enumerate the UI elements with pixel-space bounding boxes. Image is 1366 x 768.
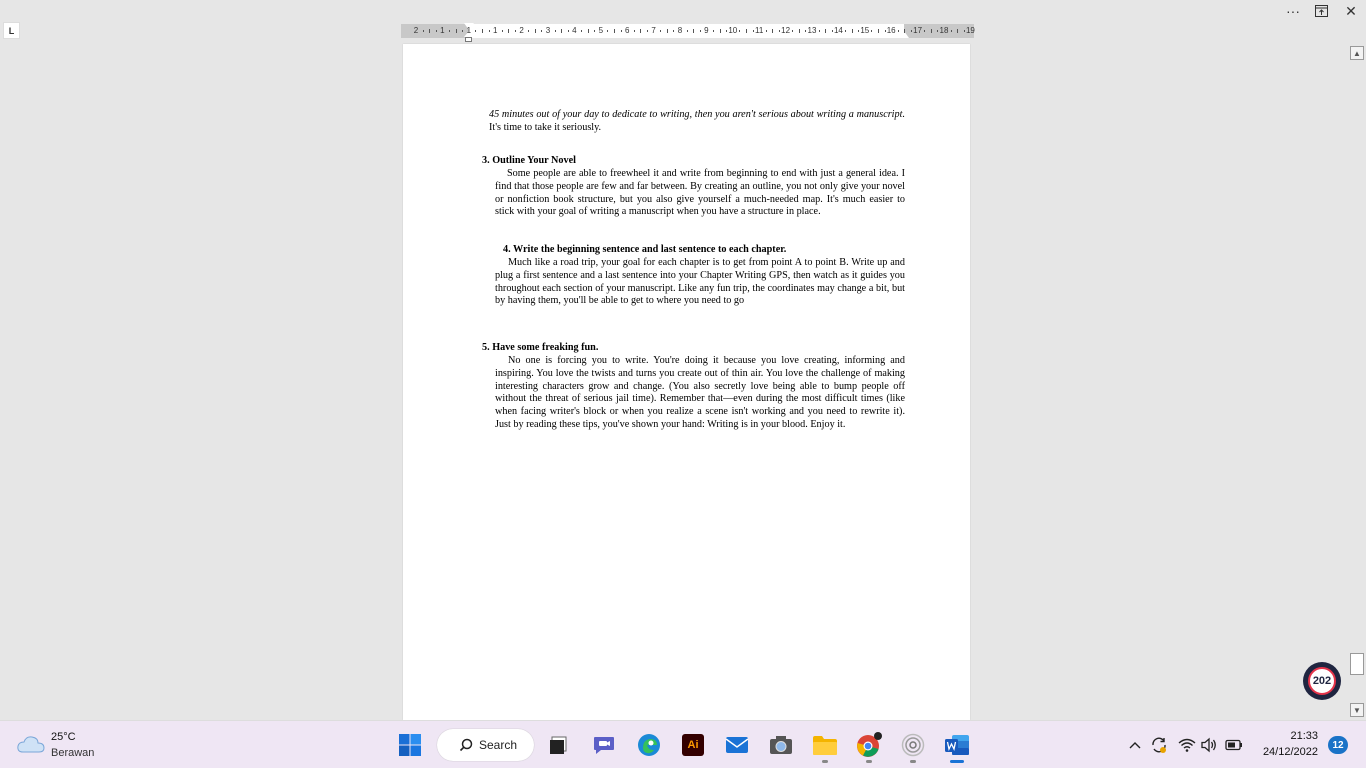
ruler-tick — [634, 30, 635, 32]
ruler-tick — [640, 29, 641, 33]
ruler-tick — [792, 30, 793, 32]
scroll-down-button[interactable] — [1350, 703, 1364, 717]
ruler-tick — [753, 30, 754, 32]
ruler-tick — [693, 29, 694, 33]
ruler-label: 11 — [755, 26, 764, 35]
badge-count: 202 — [1308, 667, 1336, 695]
ruler-tick — [528, 30, 529, 32]
chrome-button[interactable] — [855, 731, 883, 759]
volume-button[interactable] — [1200, 736, 1218, 754]
ruler-tick — [898, 30, 899, 32]
ruler-tick — [766, 30, 767, 32]
ruler-tick — [964, 30, 965, 32]
ruler-tick — [720, 29, 721, 33]
ruler-tick — [456, 29, 457, 33]
clock-date[interactable]: 24/12/2022 — [1262, 746, 1318, 758]
ruler-tick — [779, 30, 780, 32]
weather-description[interactable]: Berawan — [51, 747, 95, 759]
show-hidden-icons-button[interactable] — [1126, 736, 1144, 754]
section5-body[interactable]: No one is forcing you to write. You're doing it because you love creating, informing and inspiring. You love the twists and turns you create out of thin air. You love the challenge of making interesting characters grow and change. (You also secretly love being able to bump people off without the threat of serious jail time). Remember that—even during the most difficult times (like when facing writer's block or when you realize a scene isn't working and you need to rewrite it). Just by reading these tips, you've shown your hand: Writing is in your blood. Enjoy it. — [495, 355, 905, 430]
section3-heading[interactable]: 3. Outline Your Novel — [482, 155, 576, 166]
chevron-up-icon — [1129, 741, 1141, 749]
ruler-tick — [462, 30, 463, 32]
ruler-tick — [489, 30, 490, 32]
ruler-tick — [911, 30, 912, 32]
ruler-tick — [502, 30, 503, 32]
ruler-label: 7 — [651, 26, 656, 35]
ribbon-display-icon — [1315, 5, 1328, 17]
ruler-tick — [607, 30, 608, 32]
ruler-tick — [436, 30, 437, 32]
ruler-tick — [429, 29, 430, 33]
section4-heading[interactable]: 4. Write the beginning sentence and last sentence to each chapter. — [503, 244, 787, 255]
illustrator-button[interactable] — [679, 731, 707, 759]
ruler-tick — [825, 29, 826, 33]
battery-icon — [1225, 739, 1243, 751]
word-active-indicator — [950, 760, 964, 763]
ruler-tick — [871, 30, 872, 32]
floating-counter-badge[interactable] — [1303, 662, 1341, 700]
ruler-tick — [667, 29, 668, 33]
teams-chat-button[interactable] — [590, 731, 618, 759]
edge-icon — [637, 733, 661, 757]
ruler-tick — [660, 30, 661, 32]
ruler-tick — [700, 30, 701, 32]
more-icon: ··· — [1286, 3, 1300, 19]
ruler-label: 16 — [886, 26, 896, 35]
weather-widget[interactable] — [16, 733, 46, 760]
ruler-tick — [621, 30, 622, 32]
scrollbar-thumb[interactable] — [1350, 653, 1364, 675]
ruler-tick — [541, 30, 542, 32]
ruler-label: 14 — [833, 26, 843, 35]
ruler-tick — [515, 30, 516, 32]
ruler-label: 1 — [492, 26, 498, 35]
ruler-label: 4 — [572, 26, 577, 35]
network-app-running-indicator — [910, 760, 916, 763]
ruler-tick — [568, 30, 569, 32]
edge-browser-button[interactable] — [635, 731, 663, 759]
ruler-tick — [475, 30, 476, 32]
ruler-tick — [555, 30, 556, 32]
clock-time[interactable]: 21:33 — [1290, 730, 1318, 742]
ruler-tick — [904, 29, 905, 33]
ruler-label: 8 — [677, 26, 683, 35]
search-box[interactable] — [437, 729, 534, 761]
chrome-icon — [856, 732, 882, 758]
ruler-tick — [508, 29, 509, 33]
ruler-label: 2 — [413, 26, 419, 35]
ruler-tick — [805, 30, 806, 32]
task-view-button[interactable] — [545, 731, 573, 759]
ruler-tick — [832, 30, 833, 32]
ruler-label: 13 — [807, 26, 817, 35]
ruler-label: 1 — [440, 26, 445, 35]
search-icon — [459, 738, 473, 752]
ruler-label: 17 — [913, 26, 923, 35]
ruler-tick — [746, 29, 747, 33]
ribbon-display-button[interactable] — [1307, 0, 1335, 22]
chat-icon — [592, 734, 616, 756]
taskbar — [0, 720, 1366, 768]
camera-button[interactable] — [767, 731, 795, 759]
battery-button[interactable] — [1225, 736, 1243, 754]
file-explorer-button[interactable] — [811, 731, 839, 759]
ruler-tick — [858, 30, 859, 32]
wifi-button[interactable] — [1178, 736, 1196, 754]
ruler-label: 6 — [624, 26, 630, 35]
ruler-label: 18 — [939, 26, 949, 35]
ruler-tick — [878, 29, 879, 33]
ruler-tick — [931, 29, 932, 33]
ruler-tick — [885, 30, 886, 32]
weather-temperature[interactable]: 25°C — [51, 731, 76, 743]
horizontal-ruler[interactable] — [401, 24, 974, 38]
tab-selector-button[interactable]: L — [3, 22, 20, 39]
ruler-tick — [535, 29, 536, 33]
ruler-label: 10 — [728, 26, 738, 35]
chrome-running-indicator — [866, 760, 872, 763]
intro-normal-text: It's time to take it seriously. — [489, 121, 602, 133]
close-icon: ✕ — [1345, 2, 1357, 19]
ruler-tick — [423, 30, 424, 32]
section5-heading[interactable]: 5. Have some freaking fun. — [482, 342, 599, 353]
word-button[interactable] — [943, 731, 971, 759]
folder-icon — [812, 734, 838, 756]
ruler-tick — [713, 30, 714, 32]
document-page[interactable] — [403, 44, 970, 720]
ruler-tick — [588, 29, 589, 33]
ruler-tick — [561, 29, 562, 33]
scroll-up-button[interactable] — [1350, 46, 1364, 60]
ruler-tick — [739, 30, 740, 32]
ruler-label: 1 — [466, 26, 472, 35]
ruler-tick — [957, 29, 958, 33]
sync-status-button[interactable] — [1150, 736, 1168, 754]
ruler-label: 9 — [704, 26, 709, 35]
sync-icon — [1150, 736, 1168, 754]
ruler-label: 12 — [781, 26, 791, 35]
close-button[interactable] — [1337, 0, 1365, 22]
ruler-label: 15 — [860, 26, 870, 35]
speaker-icon — [1200, 737, 1218, 753]
ruler-tick — [799, 29, 800, 33]
ruler-tick — [819, 30, 820, 32]
mail-icon — [725, 735, 749, 755]
cloud-icon — [16, 733, 46, 755]
ruler-tick — [951, 30, 952, 32]
ruler-tick — [687, 30, 688, 32]
ruler-tick — [772, 29, 773, 33]
more-options-button[interactable] — [1279, 0, 1307, 22]
start-button[interactable] — [396, 731, 424, 759]
network-app-button[interactable] — [899, 731, 927, 759]
ruler-tick — [614, 29, 615, 33]
mail-button[interactable] — [723, 731, 751, 759]
explorer-running-indicator — [822, 760, 828, 763]
notification-count-badge[interactable]: 12 — [1328, 736, 1348, 754]
signal-icon — [901, 733, 925, 757]
ruler-tick — [924, 30, 925, 32]
ruler-tick — [673, 30, 674, 32]
word-icon — [944, 733, 970, 757]
ruler-tick — [726, 30, 727, 32]
ruler-tick — [647, 30, 648, 32]
intro-paragraph[interactable] — [489, 109, 905, 135]
arrow-down-icon: ▼ — [1353, 705, 1361, 715]
ruler-tick — [449, 30, 450, 32]
ruler-label: 19 — [965, 26, 975, 35]
section3-body[interactable]: Some people are able to freewheel it and write from beginning to end with just a general idea. I find that those people are few and far between. By creating an outline, you not only give your novel or nonfiction book structure, but you also give yourself a much-needed map. It's much easier to stick with your goal of writing a manuscript when you have a structure in place. — [495, 168, 905, 218]
ruler-tick — [937, 30, 938, 32]
illustrator-icon: Ai — [682, 734, 704, 756]
ruler-label: 2 — [519, 26, 524, 35]
arrow-up-icon: ▲ — [1353, 48, 1361, 58]
ruler-tick — [482, 29, 483, 33]
intro-italic-text: 45 minutes out of your day to dedicate to writing, then you aren't serious about writing a manuscript. — [489, 109, 905, 120]
ruler-tick — [852, 29, 853, 33]
task-view-icon — [548, 734, 570, 756]
search-label: Search — [479, 738, 518, 752]
ruler-tick — [594, 30, 595, 32]
camera-icon — [769, 735, 793, 755]
windows-icon — [398, 733, 422, 757]
ruler-label: 5 — [598, 26, 604, 35]
wifi-icon — [1178, 737, 1196, 753]
ruler-label: 3 — [545, 26, 551, 35]
ruler-tick — [581, 30, 582, 32]
ruler-tick — [845, 30, 846, 32]
section4-body[interactable]: Much like a road trip, your goal for each chapter is to get from point A to point B. Write up and plug a first sentence and a last sentence into your Chapter Writing GPS, then watch as it guides you throughout each section of your manuscript. Like any fun trip, the coordinates may change a bit, but by having them, you'll be able to get to where you need to go — [495, 257, 905, 307]
